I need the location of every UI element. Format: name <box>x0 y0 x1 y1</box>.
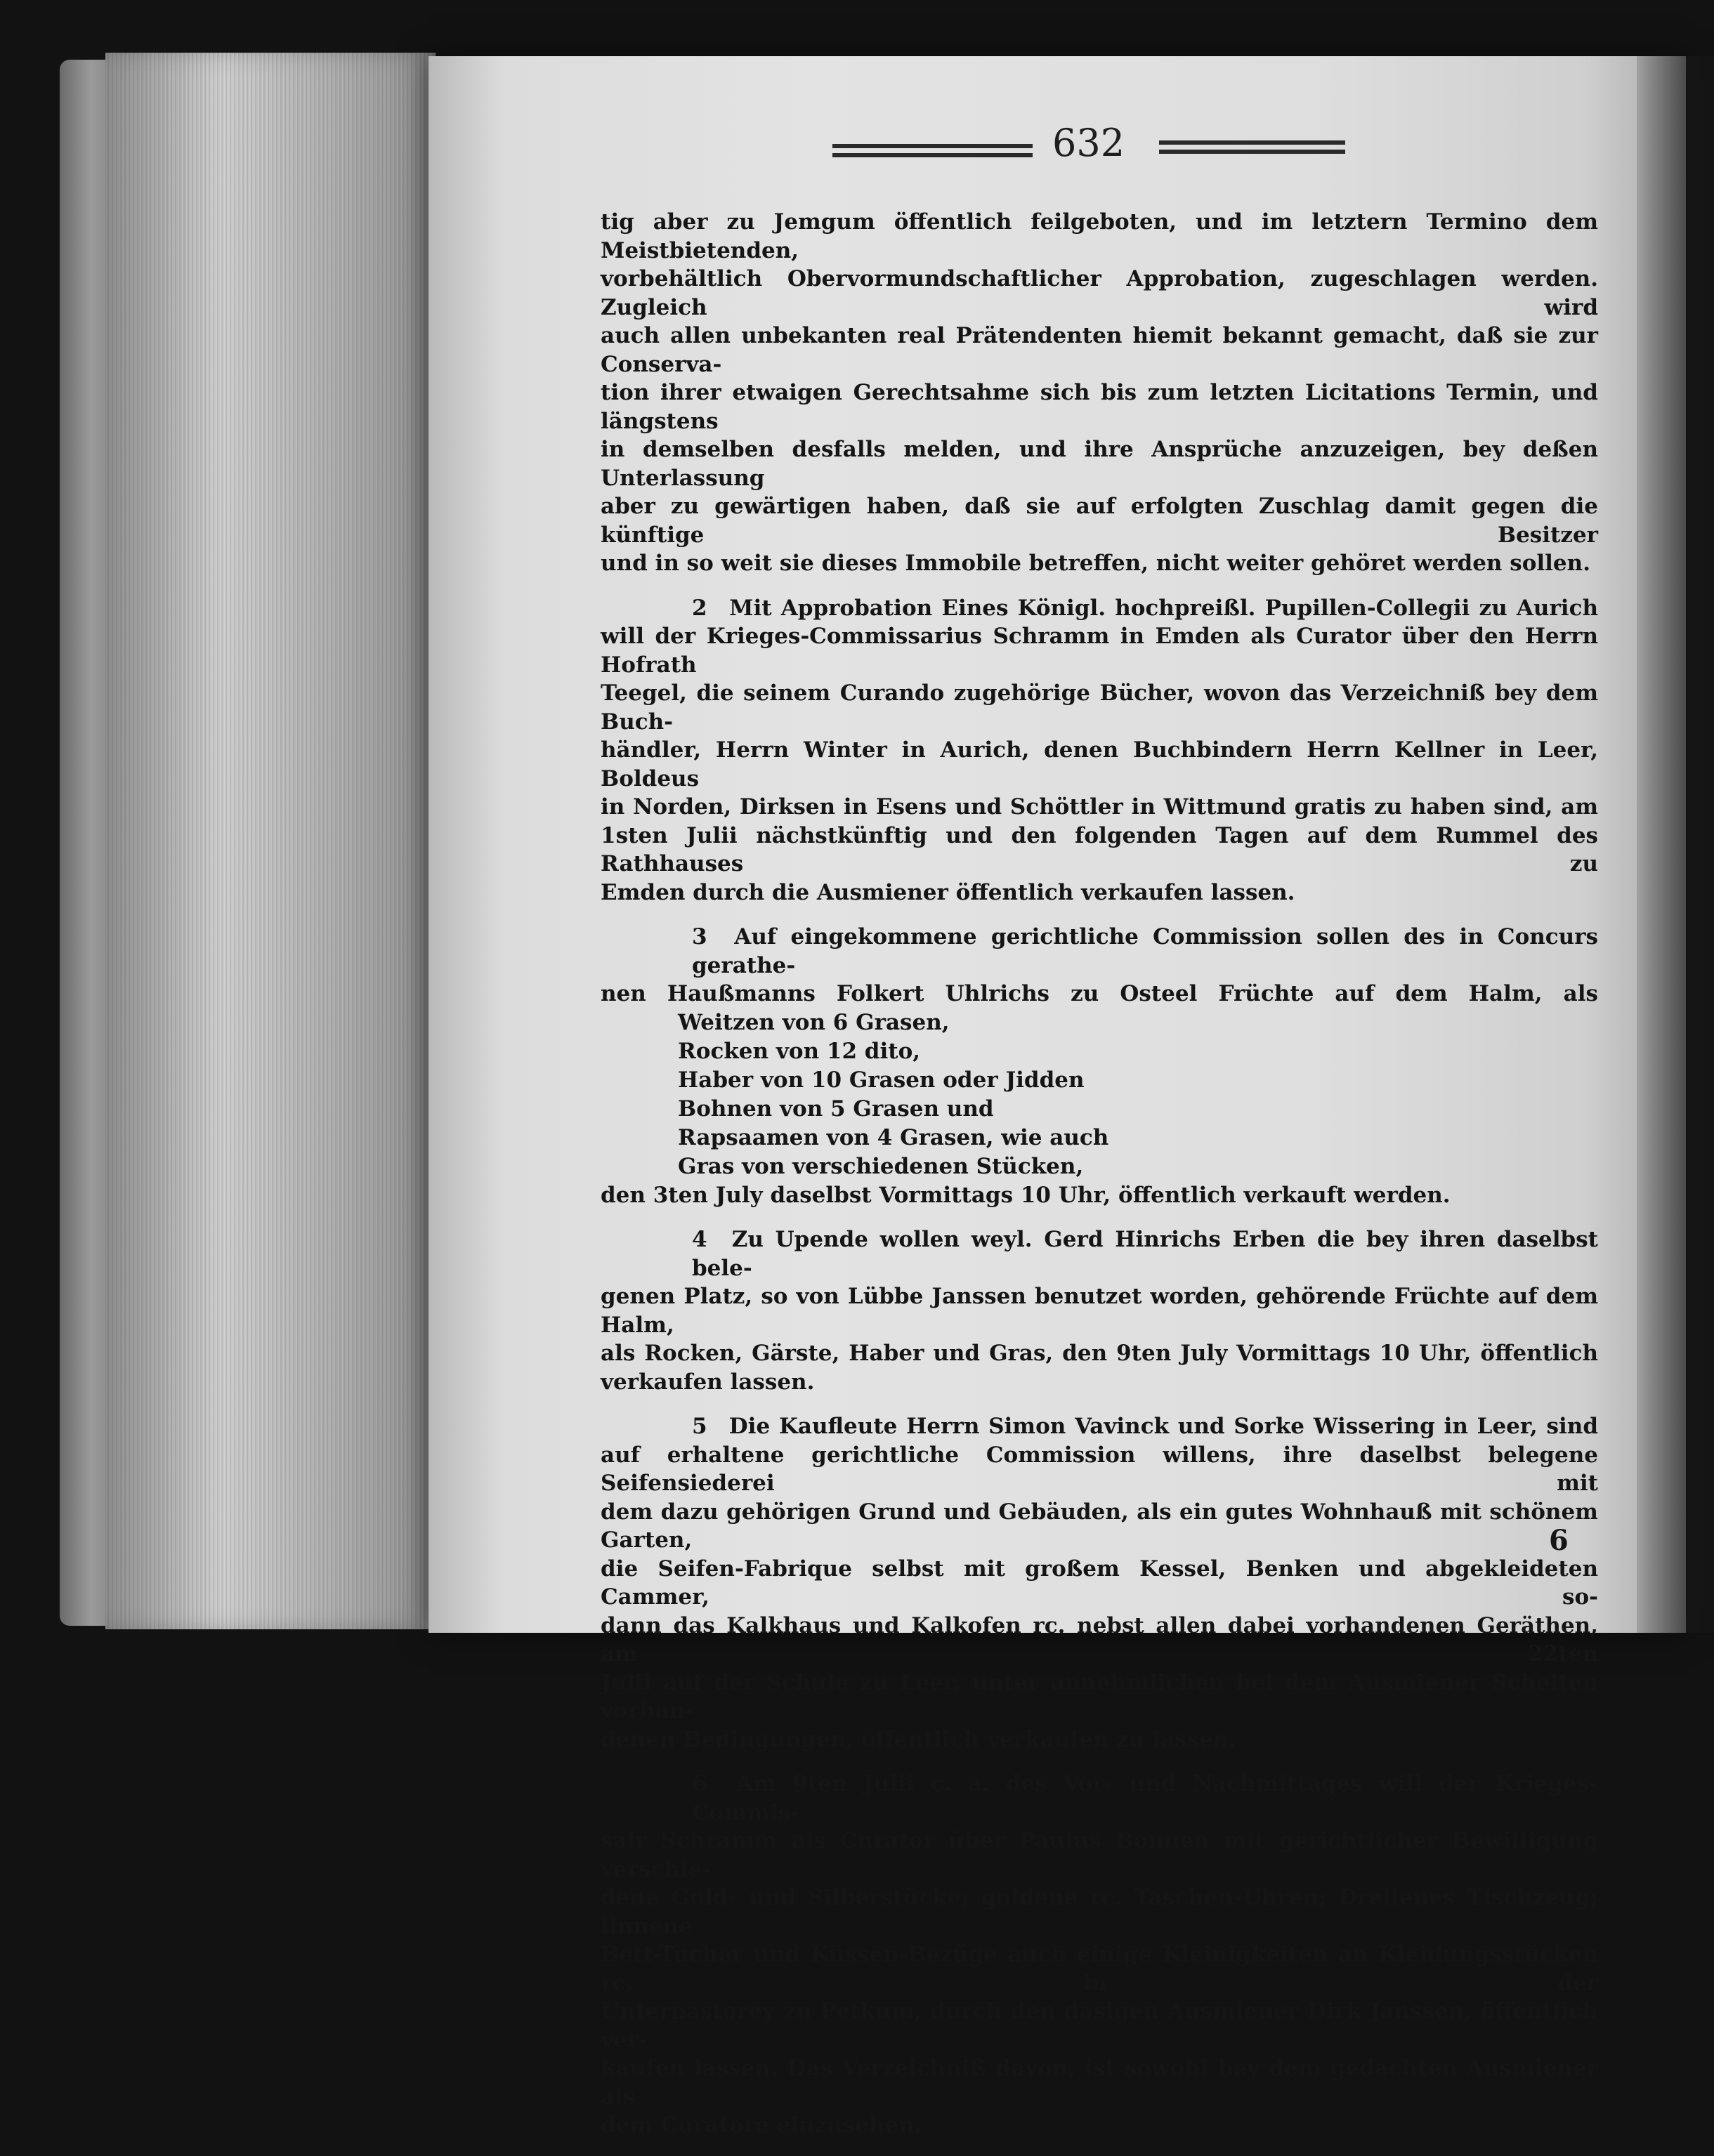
paragraph-1 <box>601 208 1598 578</box>
paragraph-6 <box>601 1770 1598 2140</box>
header-rule-left-2 <box>832 153 1033 157</box>
paragraph-number: 6 <box>692 1771 707 1796</box>
paragraph-number: 4 <box>692 1227 707 1252</box>
paragraph-number: 5 <box>692 1414 707 1439</box>
text-line: dem Curatore einzusehen. <box>601 2112 922 2138</box>
text-line: Emden durch die Ausmiener öffentlich verkaufen lassen. <box>601 879 1295 905</box>
paragraph-number: 3 <box>692 924 707 949</box>
text-line: aber zu gewärtigen haben, daß sie auf erfolgten Zuschlag damit gegen die künftige Besitzer <box>601 494 1598 548</box>
text-line: vorbehältlich Obervormundschaftlicher Approbation, zugeschlagen werden. Zugleich wird <box>601 266 1598 320</box>
text-line: 6 Am 9ten Julii c. a. des Vor- und Nachmittages will der Krieges-Commis- <box>692 1771 1598 1825</box>
text-line: auch allen unbekanten real Prätendenten hiemit bekannt gemacht, daß sie zur Conserva- <box>601 323 1598 377</box>
text-line: Bett-Tücher und Küssen-Bezüge auch einige Kleinigkeiten an Kleidungsstücken rc. in der <box>601 1942 1598 1996</box>
header-rule-right-2 <box>1159 150 1345 154</box>
text-line: will der Krieges-Commissarius Schramm in Emden als Curator über den Herrn Hofrath <box>601 624 1598 678</box>
text-line: in Norden, Dirksen in Esens und Schöttler in Wittmund gratis zu haben sind, am <box>601 794 1598 820</box>
page-gutter-shadow <box>1637 56 1714 1633</box>
text-line: dann das Kalkhaus und Kalkofen rc. nebst allen dabei vorhandenen Geräthen, am 22ten <box>601 1612 1598 1667</box>
list-item: Weitzen von 6 Grasen, <box>678 1009 950 1035</box>
text-line: in demselben desfalls melden, und ihre Ansprüche anzuzeigen, bey deßen Unterlassung <box>601 437 1598 491</box>
text-line: dem dazu gehörigen Grund und Gebäuden, als ein gutes Wohnhauß mit schönem Garten, <box>601 1499 1598 1553</box>
text-line: 1sten Julii nächstkünftig und den folgenden Tagen auf dem Rummel des Rathhauses zu <box>601 822 1598 876</box>
text-line: auf erhaltene gerichtliche Commission willens, ihre daselbst belegene Seifensiederei mit <box>601 1442 1598 1496</box>
text-line: sair Schramm als Curator über Paulus Bonnen mit gerichtlicher Bewilligung verschie- <box>601 1828 1598 1882</box>
paragraph-5 <box>601 1412 1598 1754</box>
text-line: Unterpastorey zu Petkum, durch den dasigen Ausmiener Dirk Janssen, öffentlich ver- <box>601 1999 1598 2053</box>
page-number: 632 <box>1052 121 1125 165</box>
page-text <box>601 208 1598 2156</box>
text-line: die Seifen-Fabrique selbst mit großem Kessel, Benken und abgekleideten Cammer, so- <box>601 1556 1598 1610</box>
text-line: genen Platz, so von Lübbe Janssen benutzet worden, gehörende Früchte auf dem Halm, <box>601 1284 1598 1338</box>
catchword: 6 <box>1549 1524 1569 1557</box>
text-line: als Rocken, Gärste, Haber und Gras, den 9ten July Vormittags 10 Uhr, öffentlich <box>601 1341 1598 1366</box>
text-line: 2 Mit Approbation Eines Königl. hochpreißl. Pupillen-Collegii zu Aurich <box>601 594 1598 623</box>
paragraph-3 <box>601 923 1598 1209</box>
list-item: Haber von 10 Grasen oder Jidden <box>678 1067 1085 1093</box>
text-line: dene Gold- und Silberstücke; goldene rc. Taschen-Uhren; Drellenes Tischzeug; linnene <box>601 1885 1598 1939</box>
text-line: Teegel, die seinem Curando zugehörige Bücher, wovon das Verzeichniß bey dem Buch- <box>601 681 1598 735</box>
text-line: tion ihrer etwaigen Gerechtsahme sich bis zum letzten Licitations Termin, und längstens <box>601 380 1598 434</box>
list-item: Rapsaamen von 4 Grasen, wie auch <box>678 1124 1109 1150</box>
text-line: und in so weit sie dieses Immobile betreffen, nicht weiter gehöret werden sollen. <box>601 551 1590 576</box>
paragraph-2 <box>601 594 1598 907</box>
text-line: Julii auf der Schule zu Leer, unter annehmlichen bei dem Ausmiener Schelten vorhan- <box>601 1669 1598 1723</box>
list-item: Gras von verschiedenen Stücken, <box>678 1153 1084 1179</box>
text-line: denen Bedingungen, öffentlich verkaufen zu lassen. <box>601 1726 1236 1752</box>
text-line: händler, Herrn Winter in Aurich, denen Buchbindern Herrn Kellner in Leer, Boldeus <box>601 737 1598 791</box>
header-rule-left <box>832 144 1033 148</box>
text-line: kaufen lassen. Das Verzeichniß davon, ist sowohl bey dem gedachten Ausmiener als <box>601 2056 1598 2110</box>
list-item: Bohnen von 5 Grasen und <box>678 1096 994 1122</box>
paragraph-4 <box>601 1225 1598 1396</box>
crop-list <box>601 1008 1598 1181</box>
text-line: 4 Zu Upende wollen weyl. Gerd Hinrichs Erben die bey ihren daselbst bele- <box>692 1227 1598 1281</box>
text-line: 3 Auf eingekommene gerichtliche Commission sollen des in Concurs gerathe- <box>692 924 1598 978</box>
text-line: tig aber zu Jemgum öffentlich feilgeboten, und im letztern Termino dem Meistbietenden, <box>601 209 1598 263</box>
page-edges <box>105 53 436 1629</box>
text-line: den 3ten July daselbst Vormittags 10 Uhr, öffentlich verkauft werden. <box>601 1182 1451 1208</box>
text-line: verkaufen lassen. <box>601 1369 815 1395</box>
header-rule-right <box>1159 140 1345 145</box>
text-line: 5 Die Kaufleute Herrn Simon Vavinck und Sorke Wissering in Leer, sind <box>601 1412 1598 1441</box>
text-line: nen Haußmanns Folkert Uhlrichs zu Osteel Früchte auf dem Halm, als <box>601 981 1598 1006</box>
paragraph-number: 2 <box>692 595 707 621</box>
list-item: Rocken von 12 dito, <box>678 1038 921 1064</box>
